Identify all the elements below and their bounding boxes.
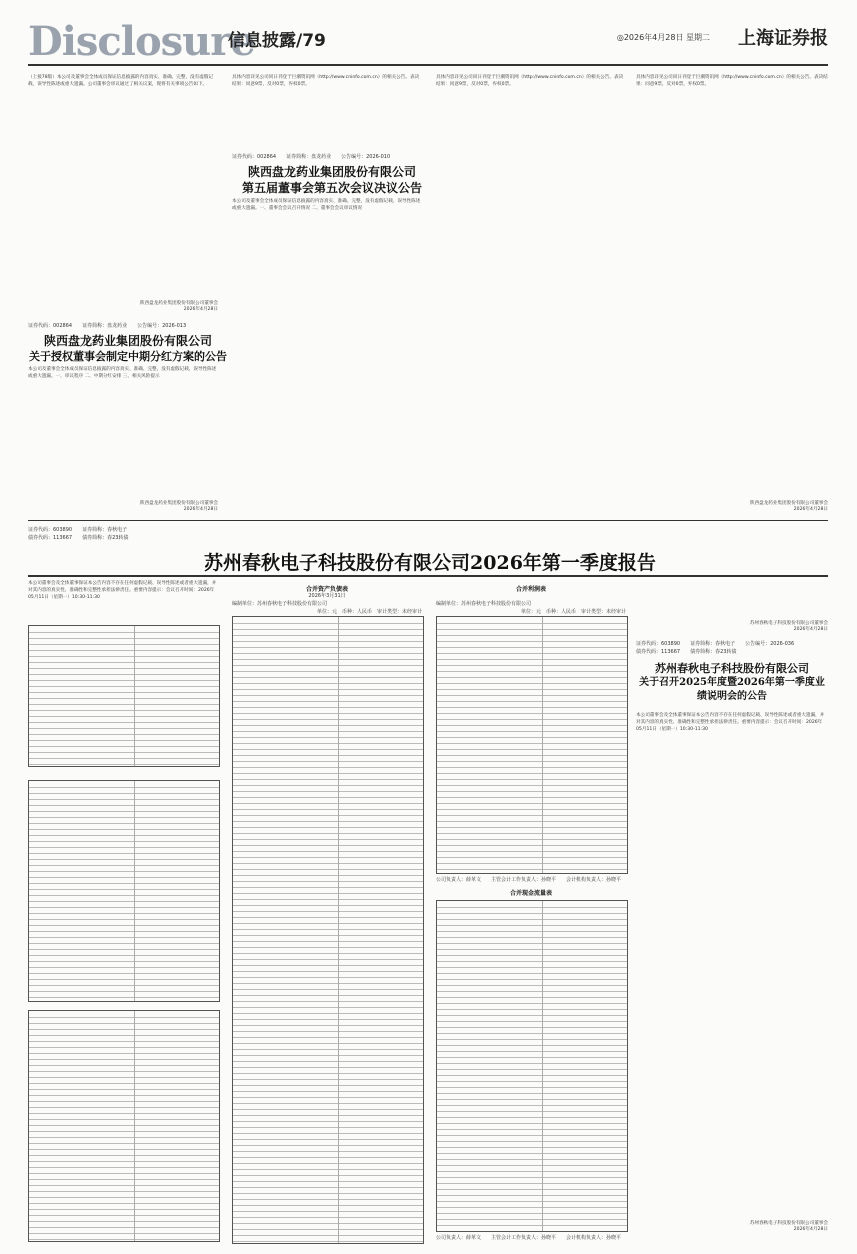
upper-col-3-text: 具体内容详见公司同日刊登于巨潮资讯网（http://www.cninfo.com.cn）的相关公告。表决结果：同意9票，反对0票，弃权0票。 <box>436 75 624 88</box>
upper-col-3 <box>436 74 626 514</box>
lower-right-body <box>636 712 828 1212</box>
balance-sheet-date: 2026年3月31日 <box>308 593 346 599</box>
upper-mid-codes: 证券代码：002864 证券简称：盘龙药业 公告编号：2026-010 <box>232 154 391 160</box>
cash-flow-table <box>436 900 628 1232</box>
cash-flow-signature: 公司负责人：薛革文 主管会计工作负责人：孙晓平 会计机构负责人：孙晓平 <box>436 1235 622 1241</box>
lower-right-heading-2: 关于召开2025年度暨2026年第一季度业绩说明会的公告 <box>639 677 825 702</box>
upper-left-text: （上接78版）本公司及董事会全体成员保证信息披露的内容真实、准确、完整，没有虚假记载、误导性陈述或重大遗漏。公司董事会审议通过了相关议案，现将有关事项公告如下。 <box>28 75 214 88</box>
upper-left-bottom-signature <box>28 500 218 512</box>
non-recurring-table <box>28 780 220 1002</box>
signature-date: 2026年4月28日 <box>183 507 218 512</box>
shareholder-table <box>28 1010 220 1242</box>
masthead-date: ◎2026年4月28日 星期二 <box>616 33 710 42</box>
upper-left-signature <box>28 300 218 312</box>
lower-right-codes: 证券代码：603890 证券简称：春秋电子 公告编号：2026-036 <box>636 641 795 647</box>
signature-company: 陕西盘龙药业集团股份有限公司董事会 <box>139 301 218 306</box>
balance-sheet-table <box>232 616 424 1244</box>
signature-company: 苏州春秋电子科技股份有限公司董事会 <box>749 621 828 626</box>
balance-sheet-company: 编制单位：苏州春秋电子科技股份有限公司 <box>232 601 328 607</box>
upper-mid-heading-2: 第五届董事会第五次会议决议公告 <box>241 181 422 195</box>
signature-company: 苏州春秋电子科技股份有限公司董事会 <box>749 1221 828 1226</box>
quarterly-report-title: 苏州春秋电子科技股份有限公司2026年第一季度报告 <box>204 552 656 574</box>
newspaper-brand: 上海证券报 <box>738 28 828 49</box>
lower-codes-left-2: 债券代码：113667 债券简称：春23转债 <box>28 535 129 541</box>
profit-signature: 公司负责人：薛革文 主管会计工作负责人：孙晓平 会计机构负责人：孙晓平 <box>436 877 622 883</box>
upper-left-heading-1: 陕西盘龙药业集团股份有限公司 <box>43 334 212 348</box>
lower-right-body-text: 本公司董事会及全体董事保证本公告内容不存在任何虚假记载、误导性陈述或者重大遗漏，并对其内容的真实性、准确性和完整性承担法律责任。重要内容提示：会议召开时间：2026年05月11日（星期一）10:30-11:30 <box>636 713 825 733</box>
profit-company: 编制单位：苏州春秋电子科技股份有限公司 <box>436 601 532 607</box>
signature-date: 2026年4月28日 <box>793 507 828 512</box>
balance-sheet-title: 合并资产负债表 <box>305 586 348 593</box>
lower-col1-intro-text: 本公司董事会及全体董事保证本公告内容不存在任何虚假记载、误导性陈述或者重大遗漏，并对其内容的真实性、准确性和完整性承担法律责任。重要内容提示：会议召开时间：2026年05月11日（星期一）10:30-11:30 <box>28 581 217 601</box>
key-financial-table <box>28 625 220 767</box>
lower-right-bottom-signature <box>636 1220 828 1232</box>
cash-flow-title: 合并现金流量表 <box>509 890 552 897</box>
signature-company: 陕西盘龙药业集团股份有限公司董事会 <box>749 501 828 506</box>
profit-statement-table <box>436 616 628 874</box>
profit-statement-title: 合并利润表 <box>515 586 546 593</box>
section-divider <box>28 520 828 521</box>
lower-codes-left: 证券代码：603890 证券简称：春秋电子 <box>28 527 128 533</box>
upper-mid-top: 具体内容详见公司同日刊登于巨潮资讯网（http://www.cninfo.com.cn）的相关公告。表决结果：同意9票，反对0票，弃权0票。 <box>232 75 420 88</box>
upper-left-body-text: 本公司及董事会全体成员保证信息披露的内容真实、准确、完整，没有虚假记载、误导性陈述或重大遗漏。一、审议程序 二、中期分红安排 三、相关风险提示 <box>28 367 217 380</box>
section-title: 信息披露/79 <box>228 31 326 51</box>
lower-right-codes-2: 债券代码：113667 债券简称：春23转债 <box>636 649 737 655</box>
upper-right-signature <box>636 500 828 512</box>
lower-right-top-signature <box>636 620 828 632</box>
upper-mid-heading-1: 陕西盘龙药业集团股份有限公司 <box>247 165 416 179</box>
signature-company: 陕西盘龙药业集团股份有限公司董事会 <box>139 501 218 506</box>
lower-col1-intro <box>28 580 218 620</box>
upper-left-column-text <box>28 74 218 304</box>
disclosure-logo-word: Disclosure <box>28 18 255 65</box>
title-underline <box>28 575 828 577</box>
masthead <box>28 18 828 66</box>
upper-left-codes: 证券代码：002864 证券简称：盘龙药业 公告编号：2026-013 <box>28 323 187 329</box>
upper-col-4 <box>636 74 828 494</box>
lower-right-heading-1: 苏州春秋电子科技股份有限公司 <box>655 662 809 675</box>
upper-col-4-text: 具体内容详见公司同日刊登于巨潮资讯网（http://www.cninfo.com.cn）的相关公告。表决结果：同意9票，反对0票，弃权0票。 <box>636 75 828 88</box>
upper-mid-body-text: 本公司及董事会全体成员保证信息披露的内容真实、准确、完整，没有虚假记载、误导性陈述或重大遗漏。一、董事会会议召开情况 二、董事会会议审议情况 <box>232 199 421 212</box>
upper-mid-top-text <box>232 74 422 154</box>
profit-unit: 单位：元 币种：人民币 审计类型：未经审计 <box>520 609 626 615</box>
balance-sheet-unit: 单位：元 币种：人民币 审计类型：未经审计 <box>316 609 422 615</box>
upper-left-body <box>28 366 218 496</box>
signature-date: 2026年4月28日 <box>793 627 828 632</box>
signature-date: 2026年4月28日 <box>793 1227 828 1232</box>
signature-date: 2026年4月28日 <box>183 307 218 312</box>
upper-mid-body <box>232 198 422 508</box>
upper-left-heading-2: 关于授权董事会制定中期分红方案的公告 <box>29 350 227 363</box>
